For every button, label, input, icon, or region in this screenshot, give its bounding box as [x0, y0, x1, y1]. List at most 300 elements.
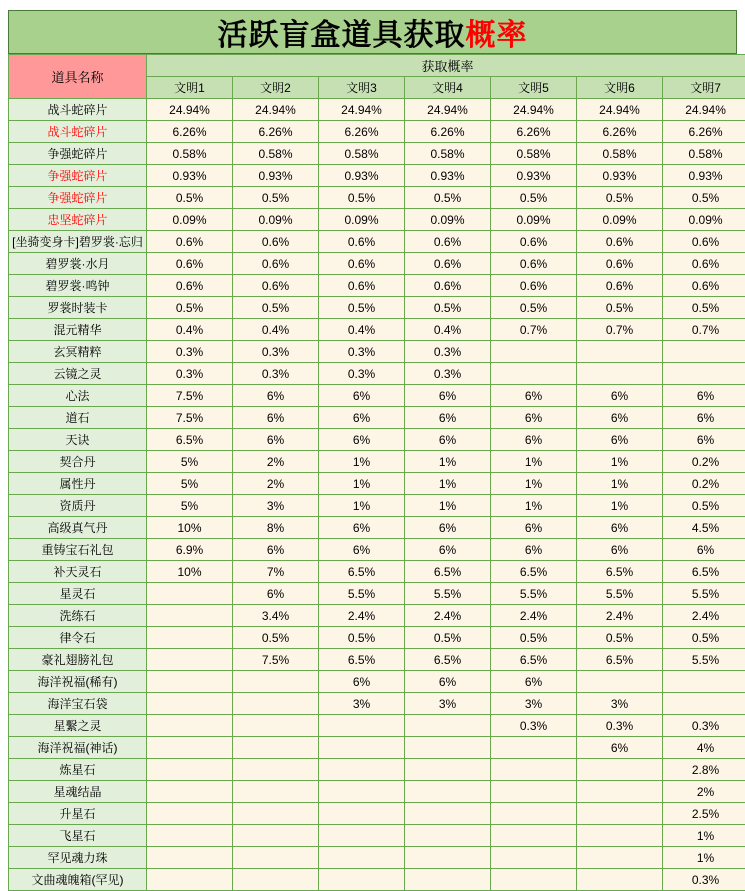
item-name-cell: 玄冥精粹: [9, 341, 147, 363]
probability-cell: 2.5%: [663, 803, 745, 825]
probability-cell: [147, 649, 233, 671]
probability-cell: 6%: [491, 539, 577, 561]
probability-cell: 0.93%: [405, 165, 491, 187]
probability-cell: 0.58%: [663, 143, 745, 165]
probability-cell: 0.5%: [577, 297, 663, 319]
probability-cell: 6%: [233, 407, 319, 429]
probability-cell: [319, 759, 405, 781]
probability-cell: 0.3%: [491, 715, 577, 737]
probability-cell: 6%: [663, 407, 745, 429]
page-title-accent: 概率: [466, 18, 528, 53]
probability-cell: 6.26%: [233, 121, 319, 143]
probability-cell: 6%: [405, 539, 491, 561]
probability-cell: 0.09%: [663, 209, 745, 231]
probability-cell: [147, 759, 233, 781]
item-name-cell: 混元精华: [9, 319, 147, 341]
probability-cell: [319, 781, 405, 803]
probability-cell: 2.4%: [663, 605, 745, 627]
probability-cell: 1%: [319, 451, 405, 473]
probability-cell: 0.5%: [405, 627, 491, 649]
probability-cell: 1%: [491, 495, 577, 517]
probability-cell: 0.09%: [319, 209, 405, 231]
probability-cell: 3%: [577, 693, 663, 715]
probability-cell: 4.5%: [663, 517, 745, 539]
probability-cell: 5.5%: [663, 583, 745, 605]
probability-cell: 8%: [233, 517, 319, 539]
probability-cell: 0.6%: [147, 231, 233, 253]
probability-cell: [233, 759, 319, 781]
probability-cell: 3%: [405, 693, 491, 715]
table-row: [9, 671, 745, 693]
probability-cell: [577, 671, 663, 693]
probability-cell: 0.5%: [405, 187, 491, 209]
probability-cell: [405, 737, 491, 759]
table-row: [9, 803, 745, 825]
probability-cell: 1%: [663, 825, 745, 847]
probability-cell: 6%: [491, 429, 577, 451]
item-name-cell: 云镜之灵: [9, 363, 147, 385]
probability-cell: [147, 737, 233, 759]
probability-cell: 2%: [663, 781, 745, 803]
table-row: [9, 319, 745, 341]
probability-cell: [405, 759, 491, 781]
probability-cell: 1%: [319, 473, 405, 495]
probability-cell: 6%: [491, 671, 577, 693]
probability-cell: 24.94%: [663, 99, 745, 121]
probability-cell: 7.5%: [147, 407, 233, 429]
probability-cell: 0.6%: [233, 275, 319, 297]
probability-cell: 3.4%: [233, 605, 319, 627]
probability-cell: [491, 847, 577, 869]
table-row: [9, 583, 745, 605]
probability-cell: 5.5%: [319, 583, 405, 605]
probability-cell: [147, 715, 233, 737]
probability-cell: 6%: [233, 539, 319, 561]
probability-cell: 0.6%: [319, 253, 405, 275]
probability-cell: 0.6%: [577, 253, 663, 275]
probability-cell: 2%: [233, 451, 319, 473]
probability-cell: 0.5%: [491, 187, 577, 209]
probability-cell: 0.5%: [577, 627, 663, 649]
probability-cell: 6.26%: [577, 121, 663, 143]
probability-cell: 0.6%: [491, 231, 577, 253]
probability-cell: 2.4%: [319, 605, 405, 627]
probability-cell: 6%: [319, 429, 405, 451]
page-title-main: 活跃盲盒道具获取: [218, 18, 466, 53]
probability-cell: [147, 847, 233, 869]
table-row: [9, 627, 745, 649]
probability-cell: [491, 363, 577, 385]
probability-cell: 0.93%: [577, 165, 663, 187]
probability-cell: 0.5%: [233, 187, 319, 209]
table-row: [9, 473, 745, 495]
table-row: [9, 605, 745, 627]
probability-cell: 1%: [405, 451, 491, 473]
probability-cell: 0.58%: [319, 143, 405, 165]
probability-cell: 6.5%: [491, 561, 577, 583]
item-name-cell: 属性丹: [9, 473, 147, 495]
probability-cell: [233, 825, 319, 847]
probability-cell: 6%: [577, 737, 663, 759]
header-col-civ7: 文明7: [663, 77, 745, 99]
item-name-cell: 炼星石: [9, 759, 147, 781]
probability-cell: 0.58%: [147, 143, 233, 165]
probability-cell: 0.6%: [147, 275, 233, 297]
probability-cell: 6.26%: [319, 121, 405, 143]
item-name-cell: 补天灵石: [9, 561, 147, 583]
item-name-cell: 海洋祝福(稀有): [9, 671, 147, 693]
item-name-cell: 升星石: [9, 803, 147, 825]
table-row: [9, 121, 745, 143]
header-probability: 获取概率: [147, 55, 745, 77]
probability-cell: 1%: [577, 495, 663, 517]
probability-cell: [147, 693, 233, 715]
probability-cell: 0.6%: [147, 253, 233, 275]
probability-cell: 0.3%: [147, 363, 233, 385]
probability-cell: 6%: [577, 385, 663, 407]
item-name-cell: 罗裳时装卡: [9, 297, 147, 319]
table-row: [9, 847, 745, 869]
header-col-civ3: 文明3: [319, 77, 405, 99]
item-name-cell: 心法: [9, 385, 147, 407]
probability-cell: 0.5%: [663, 187, 745, 209]
probability-cell: 0.5%: [405, 297, 491, 319]
probability-cell: 0.5%: [663, 495, 745, 517]
table-row: [9, 253, 745, 275]
item-name-cell: 飞星石: [9, 825, 147, 847]
probability-cell: 0.6%: [405, 275, 491, 297]
header-col-civ1: 文明1: [147, 77, 233, 99]
probability-cell: 0.6%: [405, 231, 491, 253]
probability-cell: 0.6%: [577, 231, 663, 253]
probability-cell: 6%: [577, 407, 663, 429]
probability-cell: 0.6%: [663, 275, 745, 297]
probability-cell: [233, 737, 319, 759]
table-row: [9, 341, 745, 363]
item-name-cell: 文曲魂魄箱(罕见): [9, 869, 147, 891]
probability-cell: 1%: [319, 495, 405, 517]
probability-cell: 24.94%: [577, 99, 663, 121]
table-row: [9, 209, 745, 231]
probability-cell: 0.09%: [491, 209, 577, 231]
table-row: [9, 495, 745, 517]
probability-cell: 1%: [577, 451, 663, 473]
probability-cell: [233, 671, 319, 693]
probability-cell: 6%: [405, 429, 491, 451]
probability-cell: 0.93%: [663, 165, 745, 187]
probability-cell: 0.2%: [663, 451, 745, 473]
probability-cell: [147, 869, 233, 891]
probability-cell: [319, 825, 405, 847]
table-row: [9, 561, 745, 583]
probability-cell: 6%: [491, 517, 577, 539]
probability-cell: 6%: [663, 429, 745, 451]
probability-cell: 6.5%: [663, 561, 745, 583]
probability-cell: 0.5%: [319, 187, 405, 209]
probability-cell: 0.6%: [319, 231, 405, 253]
probability-cell: 0.6%: [663, 253, 745, 275]
table-row: [9, 407, 745, 429]
probability-cell: 7.5%: [233, 649, 319, 671]
header-col-civ4: 文明4: [405, 77, 491, 99]
probability-cell: 6%: [319, 385, 405, 407]
probability-cell: [577, 847, 663, 869]
item-name-cell: 豪礼翅膀礼包: [9, 649, 147, 671]
probability-cell: 0.93%: [147, 165, 233, 187]
probability-cell: [147, 671, 233, 693]
probability-cell: 0.5%: [147, 297, 233, 319]
probability-cell: 4%: [663, 737, 745, 759]
probability-cell: 0.3%: [233, 363, 319, 385]
probability-cell: [663, 363, 745, 385]
probability-cell: 6%: [491, 385, 577, 407]
probability-cell: [319, 869, 405, 891]
probability-cell: 1%: [405, 473, 491, 495]
probability-cell: [577, 825, 663, 847]
table-row: [9, 759, 745, 781]
item-name-cell: 罕见魂力珠: [9, 847, 147, 869]
probability-cell: 0.3%: [319, 363, 405, 385]
table-row: [9, 187, 745, 209]
header-item-name: 道具名称: [9, 55, 147, 99]
probability-cell: 1%: [491, 451, 577, 473]
probability-cell: 0.58%: [491, 143, 577, 165]
table-header: [9, 55, 745, 99]
probability-cell: 5%: [147, 451, 233, 473]
table-row: [9, 737, 745, 759]
probability-cell: 24.94%: [147, 99, 233, 121]
table-row: [9, 539, 745, 561]
probability-cell: 0.3%: [405, 341, 491, 363]
probability-cell: 5%: [147, 495, 233, 517]
probability-cell: [319, 715, 405, 737]
probability-cell: 6%: [319, 671, 405, 693]
probability-cell: 6%: [319, 407, 405, 429]
probability-cell: [147, 781, 233, 803]
probability-cell: 1%: [663, 847, 745, 869]
table-row: [9, 781, 745, 803]
probability-cell: 0.3%: [577, 715, 663, 737]
probability-cell: [577, 781, 663, 803]
probability-cell: 0.09%: [233, 209, 319, 231]
probability-cell: 6%: [663, 385, 745, 407]
probability-cell: 0.6%: [663, 231, 745, 253]
probability-cell: [491, 869, 577, 891]
probability-cell: [405, 825, 491, 847]
table-row: [9, 825, 745, 847]
probability-cell: 6%: [663, 539, 745, 561]
probability-cell: 0.5%: [491, 297, 577, 319]
probability-cell: 0.09%: [405, 209, 491, 231]
table-row: [9, 165, 745, 187]
probability-cell: 0.58%: [405, 143, 491, 165]
probability-cell: 6%: [405, 517, 491, 539]
probability-cell: 6%: [319, 517, 405, 539]
table-row: [9, 363, 745, 385]
probability-cell: 1%: [405, 495, 491, 517]
probability-cell: 3%: [319, 693, 405, 715]
probability-cell: [663, 693, 745, 715]
probability-cell: 0.5%: [663, 627, 745, 649]
probability-cell: 6%: [577, 429, 663, 451]
probability-cell: 6%: [233, 385, 319, 407]
header-col-civ2: 文明2: [233, 77, 319, 99]
probability-cell: 6.26%: [663, 121, 745, 143]
item-name-cell: 重铸宝石礼包: [9, 539, 147, 561]
probability-cell: 6%: [491, 407, 577, 429]
item-name-cell: 争强蛇碎片: [9, 187, 147, 209]
probability-cell: 6.26%: [491, 121, 577, 143]
title-banner: [8, 10, 737, 54]
header-row-top: [9, 55, 745, 77]
probability-cell: [577, 341, 663, 363]
probability-cell: [233, 847, 319, 869]
item-name-cell: 海洋祝福(神话): [9, 737, 147, 759]
table-body: [9, 99, 745, 891]
probability-cell: 0.5%: [577, 187, 663, 209]
probability-cell: 6%: [233, 429, 319, 451]
probability-cell: 1%: [491, 473, 577, 495]
probability-cell: [233, 715, 319, 737]
probability-cell: 5%: [147, 473, 233, 495]
probability-cell: 0.6%: [405, 253, 491, 275]
probability-cell: 5.5%: [663, 649, 745, 671]
item-name-cell: 天诀: [9, 429, 147, 451]
item-name-cell: 忠坚蛇碎片: [9, 209, 147, 231]
probability-table: [8, 54, 745, 891]
probability-cell: 24.94%: [319, 99, 405, 121]
probability-cell: [491, 803, 577, 825]
probability-cell: [147, 605, 233, 627]
probability-cell: 6.26%: [405, 121, 491, 143]
probability-cell: 0.5%: [663, 297, 745, 319]
probability-cell: 0.93%: [491, 165, 577, 187]
probability-cell: 2.8%: [663, 759, 745, 781]
probability-cell: 0.6%: [319, 275, 405, 297]
probability-cell: 6.5%: [577, 649, 663, 671]
probability-cell: 0.93%: [233, 165, 319, 187]
probability-cell: 6.5%: [147, 429, 233, 451]
probability-cell: 6%: [577, 539, 663, 561]
item-name-cell: 星繫之灵: [9, 715, 147, 737]
probability-cell: 5.5%: [491, 583, 577, 605]
table-row: [9, 869, 745, 891]
probability-cell: [491, 759, 577, 781]
probability-cell: 0.6%: [491, 253, 577, 275]
probability-cell: [147, 583, 233, 605]
header-col-civ6: 文明6: [577, 77, 663, 99]
probability-cell: 0.4%: [233, 319, 319, 341]
table-row: [9, 649, 745, 671]
item-name-cell: 碧罗裳·水月: [9, 253, 147, 275]
item-name-cell: 律令石: [9, 627, 147, 649]
table-row: [9, 231, 745, 253]
probability-cell: 6%: [319, 539, 405, 561]
probability-cell: 0.3%: [663, 715, 745, 737]
table-row: [9, 429, 745, 451]
probability-cell: [233, 781, 319, 803]
probability-cell: [147, 803, 233, 825]
probability-cell: 6.5%: [405, 649, 491, 671]
probability-cell: 0.58%: [233, 143, 319, 165]
probability-cell: [319, 847, 405, 869]
probability-cell: 6.26%: [147, 121, 233, 143]
item-name-cell: 星灵石: [9, 583, 147, 605]
probability-cell: [405, 869, 491, 891]
probability-cell: [233, 803, 319, 825]
table-row: [9, 517, 745, 539]
probability-cell: 6%: [405, 407, 491, 429]
probability-cell: [663, 341, 745, 363]
probability-cell: 0.7%: [577, 319, 663, 341]
probability-cell: [147, 825, 233, 847]
probability-cell: 0.3%: [233, 341, 319, 363]
probability-cell: 3%: [233, 495, 319, 517]
probability-cell: [405, 781, 491, 803]
probability-cell: 2%: [233, 473, 319, 495]
probability-cell: 0.58%: [577, 143, 663, 165]
probability-cell: [233, 869, 319, 891]
probability-cell: 0.3%: [405, 363, 491, 385]
probability-cell: 0.5%: [491, 627, 577, 649]
probability-cell: 0.2%: [663, 473, 745, 495]
probability-cell: 0.6%: [233, 231, 319, 253]
probability-cell: 2.4%: [577, 605, 663, 627]
probability-cell: 2.4%: [491, 605, 577, 627]
probability-cell: 0.3%: [663, 869, 745, 891]
probability-cell: 0.4%: [147, 319, 233, 341]
probability-cell: 2.4%: [405, 605, 491, 627]
probability-cell: 7%: [233, 561, 319, 583]
probability-cell: [491, 825, 577, 847]
item-name-cell: 道石: [9, 407, 147, 429]
item-name-cell: 契合丹: [9, 451, 147, 473]
table-row: [9, 451, 745, 473]
probability-cell: 0.4%: [405, 319, 491, 341]
probability-cell: 0.5%: [233, 627, 319, 649]
probability-cell: 0.6%: [491, 275, 577, 297]
item-name-cell: 海洋宝石袋: [9, 693, 147, 715]
table-row: [9, 297, 745, 319]
probability-cell: [147, 627, 233, 649]
probability-cell: 24.94%: [233, 99, 319, 121]
table-row: [9, 275, 745, 297]
probability-cell: 5.5%: [577, 583, 663, 605]
probability-cell: 0.3%: [319, 341, 405, 363]
table-row: [9, 715, 745, 737]
item-name-cell: 争强蛇碎片: [9, 165, 147, 187]
probability-cell: 0.7%: [491, 319, 577, 341]
probability-cell: 3%: [491, 693, 577, 715]
probability-cell: [405, 847, 491, 869]
item-name-cell: 星魂结晶: [9, 781, 147, 803]
probability-cell: 6%: [577, 517, 663, 539]
probability-cell: 0.6%: [233, 253, 319, 275]
probability-cell: 0.5%: [319, 627, 405, 649]
probability-cell: [577, 759, 663, 781]
probability-cell: [577, 869, 663, 891]
probability-cell: 1%: [577, 473, 663, 495]
probability-cell: [491, 341, 577, 363]
probability-cell: [577, 363, 663, 385]
item-name-cell: [坐骑变身卡]碧罗裳·忘归: [9, 231, 147, 253]
table-row: [9, 385, 745, 407]
probability-cell: 6.5%: [577, 561, 663, 583]
table-row: [9, 143, 745, 165]
probability-cell: [577, 803, 663, 825]
probability-cell: 24.94%: [405, 99, 491, 121]
probability-cell: [405, 803, 491, 825]
